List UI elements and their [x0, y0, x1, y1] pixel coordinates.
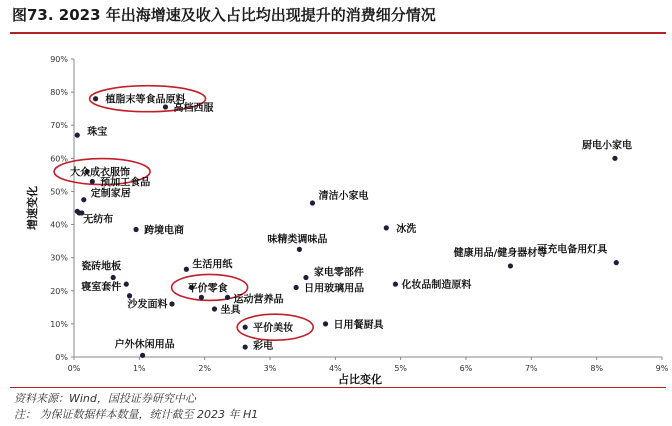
point-label: 家电零部件	[313, 267, 364, 279]
data-point	[111, 275, 116, 280]
x-tick-label: 1%	[132, 364, 146, 373]
x-tick-label: 4%	[328, 364, 342, 373]
point-label: 大众成衣服饰	[70, 167, 131, 179]
data-point	[243, 344, 248, 349]
x-tick-label: 2%	[198, 364, 212, 373]
data-point	[199, 295, 204, 300]
point-label: 高档西服	[173, 103, 214, 115]
point-label: 植脂末等食品原料	[105, 94, 186, 106]
data-point	[297, 247, 302, 252]
x-axis-title: 占比变化	[338, 373, 382, 386]
data-point	[184, 267, 189, 272]
data-point	[323, 321, 328, 326]
point-label: 冰洗	[396, 223, 417, 235]
point-label: 运动营养品	[233, 294, 284, 306]
point-label: 可充电备用灯具	[537, 244, 608, 256]
y-tick-label: 20%	[50, 286, 68, 296]
point-label: 化妆品制造原料	[401, 280, 472, 292]
data-point	[243, 325, 248, 330]
point-label: 厨电小家电	[581, 140, 632, 152]
footer-divider	[10, 387, 666, 388]
y-tick-label: 90%	[50, 55, 68, 64]
y-tick-label: 80%	[50, 88, 68, 98]
y-tick-label: 30%	[50, 253, 68, 263]
y-tick-label: 0%	[55, 353, 68, 362]
point-label: 瓷砖地板	[81, 261, 122, 273]
source-note: 资料来源：Wind，国投证券研究中心	[14, 392, 196, 405]
data-point	[384, 225, 389, 230]
point-label: 彩电	[253, 341, 274, 353]
figure-title: 图73. 2023 年出海增速及收入占比均出现提升的消费细分情况	[12, 6, 436, 24]
x-tick-label: 9%	[655, 364, 669, 373]
point-label: 无纺布	[83, 214, 114, 226]
point-labels	[70, 93, 632, 352]
x-tick-label: 8%	[590, 364, 604, 373]
data-point	[294, 285, 299, 290]
point-label: 预加工食品	[100, 177, 151, 189]
data-point	[393, 282, 398, 287]
point-label: 坐具	[220, 304, 241, 316]
data-point	[169, 301, 174, 306]
data-point	[133, 227, 138, 232]
data-point	[303, 275, 308, 280]
y-tick-label: 10%	[50, 319, 68, 329]
x-tick-label: 6%	[459, 364, 473, 373]
data-point	[90, 179, 95, 184]
point-label: 生活用纸	[192, 259, 233, 271]
data-point	[614, 260, 619, 265]
y-tick-label: 60%	[50, 154, 68, 164]
data-point	[140, 353, 145, 358]
x-tick-label: 0%	[67, 364, 81, 373]
point-label: 日用玻璃用品	[304, 283, 365, 295]
point-label: 清洁小家电	[318, 191, 369, 203]
data-point	[612, 156, 617, 161]
y-axis-title: 增速变化	[26, 186, 39, 230]
data-point	[93, 96, 98, 101]
footnote: 注： 为保证数据样本数量，统计截至 2023 年 H1	[14, 408, 259, 421]
data-point	[127, 293, 132, 298]
data-point	[225, 295, 230, 300]
data-point	[212, 306, 217, 311]
data-point	[75, 133, 80, 138]
point-label: 珠宝	[87, 127, 108, 139]
y-tick-label: 70%	[50, 121, 68, 131]
point-label: 定制家居	[90, 188, 131, 200]
point-label: 健康用品/健身器材等	[453, 247, 548, 259]
point-label: 寝室套件	[81, 282, 122, 294]
y-tick-label: 40%	[50, 220, 68, 230]
data-point	[508, 263, 513, 268]
point-label: 跨境电商	[144, 225, 185, 237]
x-tick-label: 3%	[263, 364, 277, 373]
data-point	[310, 200, 315, 205]
point-label: 沙发面料	[127, 299, 168, 311]
data-point	[81, 197, 86, 202]
data-point	[124, 282, 129, 287]
x-tick-label: 7%	[524, 364, 538, 373]
point-label: 平价零食	[187, 283, 228, 295]
point-label: 味精类调味品	[267, 234, 328, 246]
y-tick-label: 50%	[50, 187, 68, 197]
x-tick-label: 5%	[394, 364, 408, 373]
point-label: 日用餐厨具	[333, 319, 384, 331]
point-label: 户外休闲用品	[114, 339, 175, 351]
point-label: 平价美妆	[253, 323, 294, 335]
